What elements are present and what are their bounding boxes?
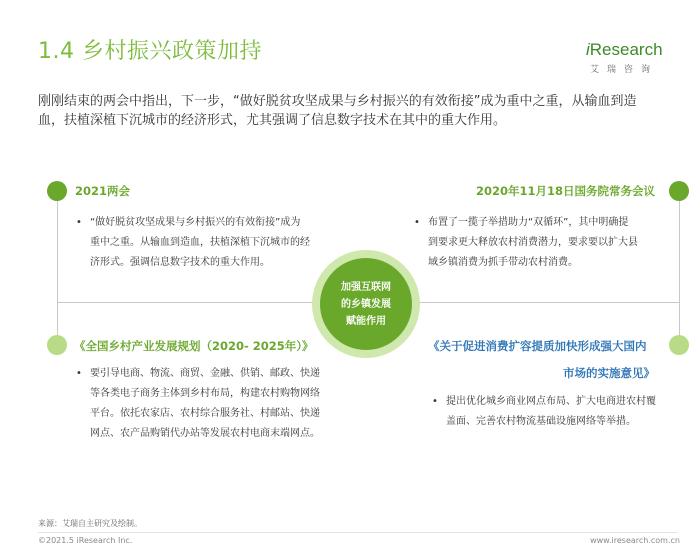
intro-paragraph: 刚刚结束的两会中指出，下一步，“做好脱贫攻坚成果与乡村振兴的有效衔接”成为重中之重，从输血到造血，扶植深植下沉城市的经济形式，尤其强调了信息数字技术在其中的重大作用。 (38, 94, 637, 128)
bullet-mark: • (76, 217, 82, 228)
top-right-bullet (414, 213, 668, 273)
footer-divider (38, 532, 678, 533)
bottom-left-line-2: 等各类电子商务主体到乡村布局，构建农村购物网络 (90, 388, 320, 399)
top-left-dot (47, 181, 67, 201)
bottom-left-line-1: 要引导电商、物流、商贸、金融、供销、邮政、快递 (90, 368, 320, 379)
center-circle (320, 258, 412, 350)
bullet-mark: • (414, 217, 420, 228)
bottom-right-title-line-1: 《关于促进消费扩容提质加快形成强大国内 (428, 339, 647, 353)
top-left-bullet (76, 213, 330, 273)
logo-subtitle: 艾瑞咨询 (590, 65, 659, 75)
top-right-title: 2020年11月18日国务院常务会议 (476, 184, 656, 198)
bottom-right-dot (669, 335, 689, 355)
logo-i: i (586, 40, 590, 59)
top-right-line-2: 到要求更大释放农村消费潜力，要求要以扩大县 (428, 237, 638, 248)
top-right-dot (669, 181, 689, 201)
bottom-right-line-1: 提出优化城乡商业网点布局、扩大电商进农村覆 (446, 396, 656, 407)
bottom-right-bullet (432, 392, 666, 432)
center-line-2: 的乡镇发展 (341, 298, 391, 310)
center-line-3: 赋能作用 (346, 315, 386, 327)
bullet-mark: • (432, 396, 438, 407)
page-title: 1.4 乡村振兴政策加持 (38, 39, 262, 64)
bottom-left-bullet (76, 364, 340, 444)
top-left-title: 2021两会 (75, 184, 131, 198)
bottom-left-title: 《全国乡村产业发展规划（2020- 2025年）》 (74, 339, 314, 353)
bottom-right-title-line-2: 市场的实施意见》 (563, 366, 655, 380)
top-left-line-3: 济形式。强调信息数字技术的重大作用。 (90, 257, 270, 268)
bullet-mark: • (76, 368, 82, 379)
center-line-1: 加强互联网 (341, 281, 391, 293)
top-left-line-1: “做好脱贫攻坚成果与乡村振兴的有效衔接”成为 (90, 217, 301, 228)
top-right-line-1: 布置了一揽子举措助力“双循环”，其中明确提 (428, 217, 629, 228)
bottom-left-line-4: 网点、农产品购销代办站等发展农村电商末端网点。 (90, 428, 320, 439)
bottom-right-line-2: 盖面、完善农村物流基础设施网络等举措。 (446, 416, 636, 427)
bottom-left-dot (47, 335, 67, 355)
bottom-left-line-3: 平台。依托农家店、农村综合服务社、村邮站、快递 (90, 408, 320, 419)
source-note: 来源：艾瑞自主研究及绘制。 (38, 519, 142, 528)
top-left-line-2: 重中之重。从输血到造血，扶植深植下沉城市的经 (90, 237, 310, 248)
right-vertical-connector (679, 190, 680, 345)
website-url: www.iresearch.com.cn (590, 536, 680, 545)
top-right-line-3: 域乡镇消费为抓手带动农村消费。 (428, 257, 578, 268)
copyright: ©2021.5 iResearch Inc. (38, 536, 133, 545)
logo-research: Research (589, 40, 663, 59)
iresearch-logo (586, 40, 682, 75)
left-vertical-connector (57, 190, 58, 345)
